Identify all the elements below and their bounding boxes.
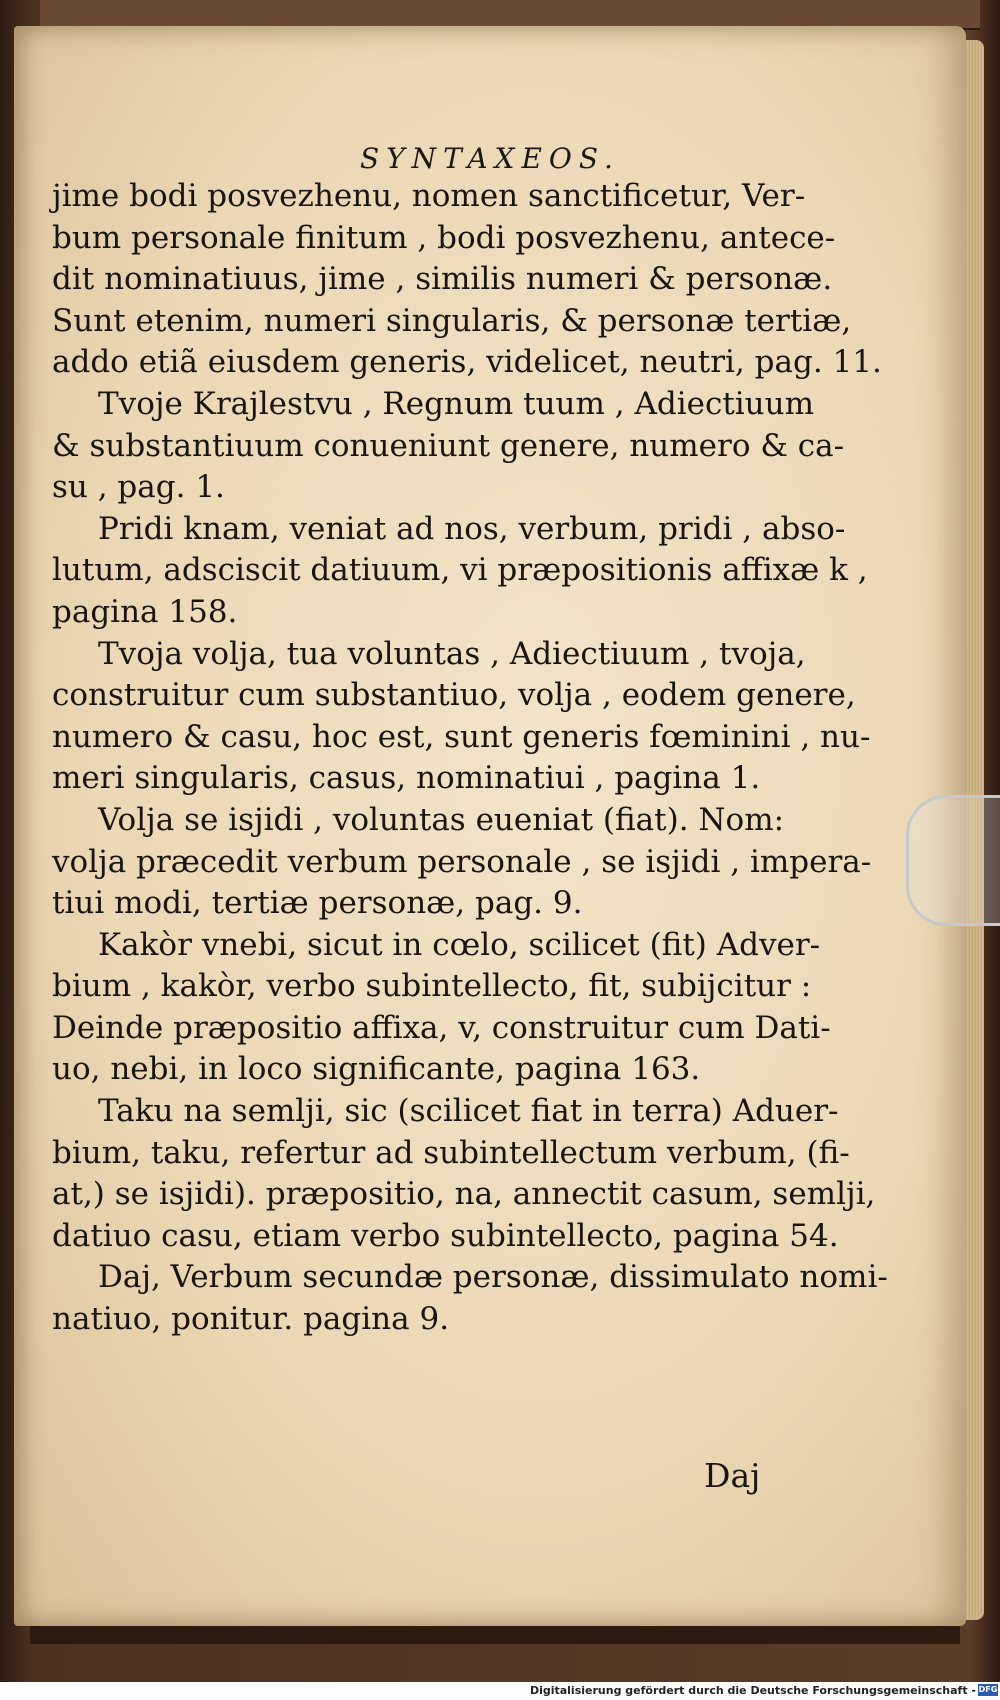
text-line: Tvoja volja, tua voluntas , Adiectiuum , tvoja, — [98, 635, 806, 672]
text-line: Deinde præpositio affixa, v, construitur cum Dati- — [52, 1009, 831, 1046]
text-line: uo, nebi, in loco significante, pagina 163. — [52, 1051, 701, 1088]
text-line: Daj, Verbum secundæ personæ, dissimulato nomi- — [98, 1259, 888, 1296]
text-line: Tvoje Krajlestvu , Regnum tuum , Adiectiuum — [98, 385, 815, 422]
text-line: tiui modi, tertiæ personæ, pag. 9. — [52, 885, 583, 922]
text-line: lutum, adsciscit datiuum, vi præpositionis affixæ k , — [52, 552, 868, 589]
text-line: volja præcedit verbum personale , se isjidi , impera- — [52, 843, 872, 880]
text-line: addo etiã eiusdem generis, videlicet, neutri, pag. 11. — [52, 344, 882, 381]
text-line: jime bodi posvezhenu, nomen sanctificetur, Ver- — [52, 178, 806, 214]
text-line: bium , kakòr, verbo subintellecto, fit, subijcitur : — [52, 968, 812, 1005]
running-head: SYNTAXEOS. — [360, 142, 620, 175]
text-line: at,) se isjidi). præpositio, na, annectit casum, semlji, — [52, 1176, 876, 1213]
text-line: su , pag. 1. — [52, 469, 225, 506]
text-line: datiuo casu, etiam verbo subintellecto, pagina 54. — [52, 1217, 839, 1254]
text-line: natiuo, ponitur. pagina 9. — [52, 1301, 450, 1338]
text-line: & substantiuum conueniunt genere, numero & ca- — [52, 427, 845, 464]
text-line: bium, taku, refertur ad subintellectum verbum, (fi- — [52, 1134, 850, 1171]
text-line: numero & casu, hoc est, sunt generis fœminini , nu- — [52, 718, 871, 755]
text-line: bum personale finitum , bodi posvezhenu, antece- — [52, 219, 836, 256]
digitization-credit: Digitalisierung gefördert durch die Deutsche Forschungsgemeinschaft - — [529, 1684, 976, 1697]
catchword: Daj — [704, 1456, 761, 1495]
text-line: Volja se isjidi , voluntas eueniat (fiat). Nom: — [98, 801, 785, 838]
text-line: Kakòr vnebi, sicut in cœlo, scilicet (fit) Adver- — [98, 926, 821, 963]
text-line: Pridi knam, veniat ad nos, verbum, pridi , abso- — [98, 510, 846, 547]
text-line: dit nominatiuus, jime , similis numeri & personæ. — [52, 261, 833, 298]
text-line: Sunt etenim, numeri singularis, & personæ tertiæ, — [52, 302, 852, 339]
text-line: Taku na semlji, sic (scilicet fiat in terra) Aduer- — [98, 1093, 839, 1130]
text-line: construitur cum substantiuo, volja , eodem genere, — [52, 677, 856, 714]
page-clip — [906, 795, 1000, 926]
book-page — [14, 26, 966, 1626]
text-line: pagina 158. — [52, 593, 238, 630]
dfg-logo: DFG — [978, 1685, 998, 1694]
body-text — [52, 176, 888, 1341]
text-line: meri singularis, casus, nominatiui , pagina 1. — [52, 760, 761, 797]
